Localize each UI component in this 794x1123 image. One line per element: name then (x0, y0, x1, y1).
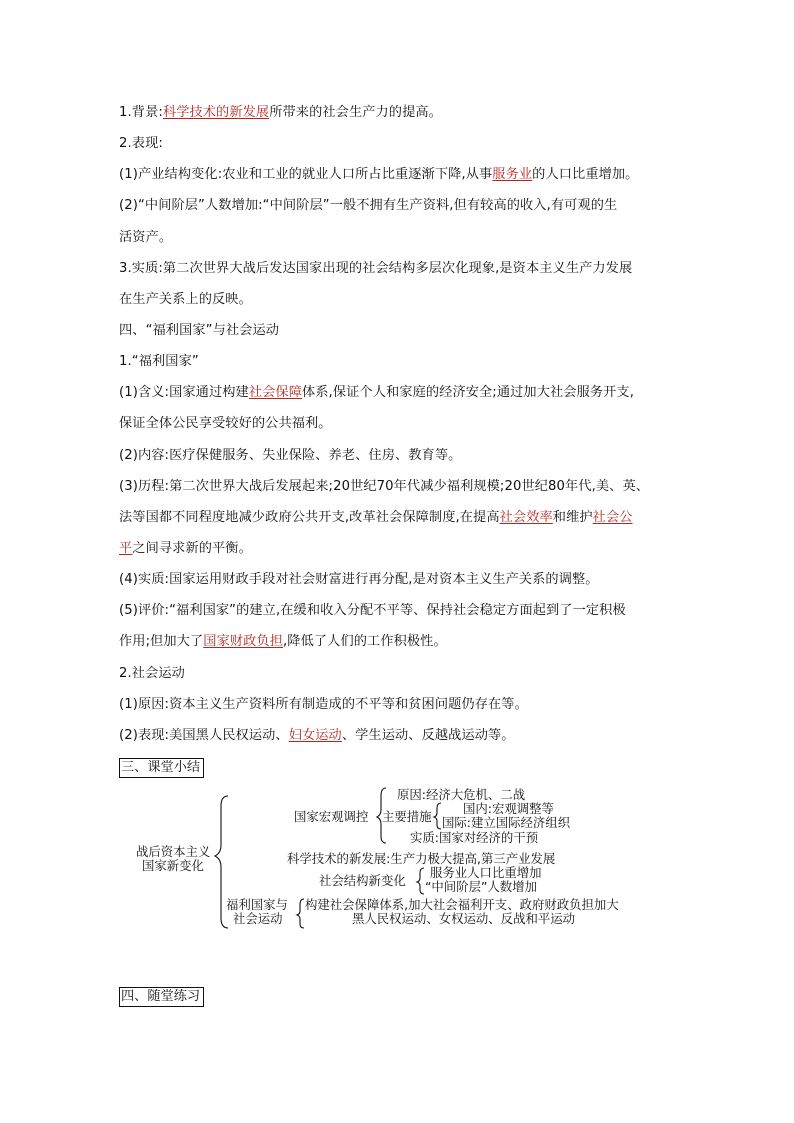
text-line-12: (2)内容:医疗保健服务、失业保险、养老、住房、教育等。 (119, 448, 462, 463)
mindmap-welfare-line2: 社会运动 (233, 911, 283, 926)
text-line-10: (1)含义:国家通过构建社会保障体系,保证个人和家庭的经济安全;通过加大社会服务开支, (119, 385, 635, 400)
text-line-19: 2.社会运动 (119, 666, 185, 681)
text-line-2: 2.表现: (119, 136, 163, 151)
keyword-highlight: 平 (119, 541, 133, 556)
keyword-highlight: 国家财政负担 (203, 634, 284, 649)
mindmap-essence: 实质:国家对经济的干预 (410, 830, 539, 845)
mindmap-international: 国际:建立国际经济组织 (442, 815, 571, 830)
mindmap-root-line2: 国家新变化 (142, 858, 204, 873)
mindmap-service-industry: 服务业人口比重增加 (430, 865, 542, 880)
mindmap-root-line1: 战后资本主义 (136, 844, 211, 859)
mindmap-macro-control: 国家宏观调控 (294, 809, 369, 824)
text-line-15: 平之间寻求新的平衡。 (119, 541, 252, 556)
text-line-21: (2)表现:美国黑人民权运动、妇女运动、学生运动、反越战运动等。 (119, 728, 515, 743)
section-summary-title: 三、课堂小结 (119, 758, 204, 778)
keyword-highlight: 妇女运动 (288, 728, 342, 743)
mindmap-social-structure: 社会结构新变化 (319, 873, 406, 888)
text-line-7: 在生产关系上的反映。 (119, 292, 252, 307)
keyword-highlight: 服务业 (492, 167, 533, 182)
text-line-14: 法等国都不同程度地减少政府公共开支,改革社会保障制度,在提高社会效率和维护社会公 (119, 510, 633, 525)
text-line-18: 作用;但加大了国家财政负担,降低了人们的工作积极性。 (119, 634, 447, 649)
mindmap-domestic: 国内:宏观调整等 (463, 801, 554, 816)
mindmap-welfare-line1: 福利国家与 (226, 897, 288, 912)
keyword-highlight: 社会公 (592, 510, 633, 525)
text-line-5: 活资产。 (119, 230, 173, 245)
section-practice-title: 四、随堂练习 (119, 987, 204, 1007)
text-line-9: 1.“福利国家” (119, 354, 199, 369)
mindmap-tech: 科学技术的新发展:生产力极大提高,第三产业发展 (287, 851, 556, 866)
text-line-16: (4)实质:国家运用财政手段对社会财富进行再分配,是对资本主义生产关系的调整。 (119, 572, 599, 587)
keyword-highlight: 社会保障 (248, 385, 302, 400)
text-line-1: 1.背景:科学技术的新发展所带来的社会生产力的提高。 (119, 105, 442, 120)
mindmap-middle-class: “中间阶层”人数增加 (425, 879, 537, 894)
keyword-highlight: 科学技术的新发展 (162, 105, 270, 120)
text-line-3: (1)产业结构变化:农业和工业的就业人口所占比重逐渐下降,从事服务业的人口比重增加。 (119, 167, 639, 182)
keyword-highlight: 社会效率 (499, 510, 553, 525)
mindmap-welfare-system: 构建社会保障体系,加大社会福利开支、政府财政负担加大 (305, 897, 619, 912)
text-line-6: 3.实质:第二次世界大战后发达国家出现的社会结构多层次化现象,是资本主义生产力发展 (119, 261, 633, 276)
text-line-17: (5)评价:“福利国家”的建立,在缓和收入分配不平等、保持社会稳定方面起到了一定积极 (119, 603, 626, 618)
text-line-13: (3)历程:第二次世界大战后发展起来;20世纪70年代减少福利规模;20世纪80年代,美、英、 (119, 479, 650, 494)
text-line-20: (1)原因:资本主义生产资料所有制造成的不平等和贫困问题仍存在等。 (119, 697, 528, 712)
heading-welfare-state: 四、“福利国家”与社会运动 (119, 323, 280, 338)
text-line-4: (2)“中间阶层”人数增加:“中间阶层”一般不拥有生产资料,但有较高的收入,有可观的生 (119, 198, 618, 213)
mindmap-social-movements: 黑人民权运动、女权运动、反战和平运动 (352, 911, 576, 926)
text-line-11: 保证全体公民享受较好的公共福利。 (119, 416, 332, 431)
mindmap-cause: 原因:经济大危机、二战 (397, 787, 526, 802)
mindmap-measures: 主要措施 (382, 809, 432, 824)
